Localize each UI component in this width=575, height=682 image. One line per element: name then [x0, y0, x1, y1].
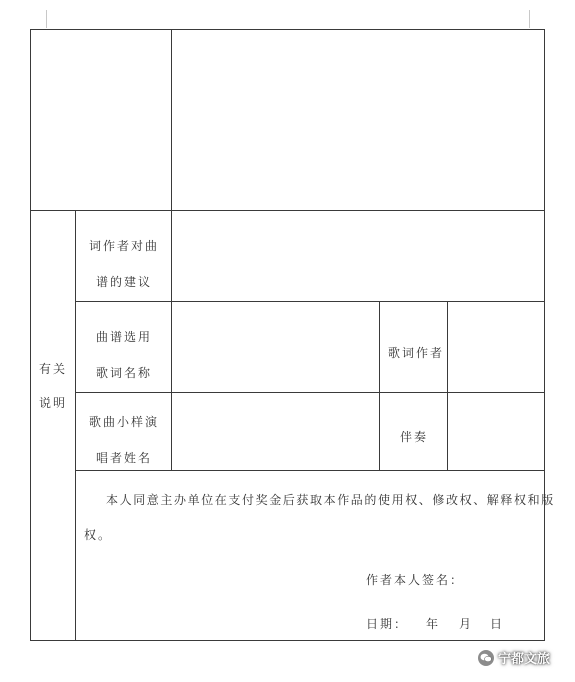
date-year-label: 年 [426, 617, 441, 631]
wechat-icon [478, 650, 494, 666]
consent-text-line1: 本人同意主办单位在支付奖金后获取本作品的使用权、修改权、解释权和版 [106, 493, 555, 507]
lyrics-title-label: 曲谱选用歌词名称 [95, 330, 152, 380]
table-line-row1 [30, 210, 545, 211]
signature-label: 作者本人签名： [366, 573, 465, 587]
demo-singer-label: 歌曲小样演唱者姓名 [88, 415, 159, 465]
table-line-col2 [379, 301, 380, 470]
date-label: 日期： [366, 617, 409, 631]
table-line-col3 [447, 301, 448, 470]
table-line-row2 [75, 301, 545, 302]
consent-text-line2: 权。 [84, 528, 113, 542]
wechat-icon-glyph [480, 653, 492, 663]
lyricist-suggestion-label: 词作者对曲谱的建议 [88, 239, 159, 289]
crop-mark-right [529, 10, 530, 28]
table-line-right [544, 29, 545, 640]
table-line-col1 [171, 29, 172, 470]
crop-mark-left [46, 10, 47, 28]
date-day-label: 日 [490, 617, 505, 631]
watermark [478, 648, 550, 667]
table-line-bottom [30, 640, 545, 641]
table-line-row3 [75, 392, 545, 393]
table-line-left [30, 29, 31, 640]
lyricist-label: 歌词作者 [388, 346, 445, 360]
section-label: 有关说明 [38, 362, 67, 410]
watermark-text: 宁都文旅 [498, 652, 551, 667]
table-line-col0 [75, 210, 76, 640]
accompaniment-label: 伴奏 [399, 430, 428, 444]
table-line-top [30, 29, 545, 30]
date-month-label: 月 [459, 617, 474, 631]
